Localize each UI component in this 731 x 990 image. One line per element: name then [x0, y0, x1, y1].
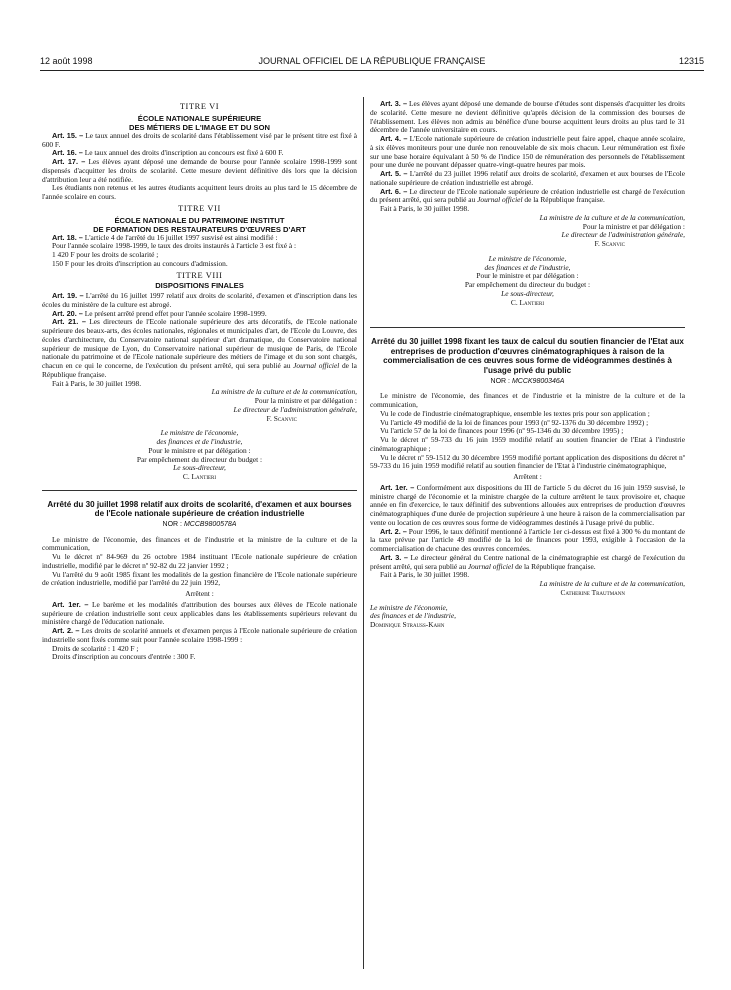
decree-separator: [370, 327, 685, 328]
article-20: Art. 20. – Le présent arrêté prend effet pour l'année scolaire 1998-1999.: [52, 308, 267, 318]
article-18: Art. 18. – L'article 4 de l'arrêté du 16 juillet 1997 susvisé est ainsi modifié :: [52, 232, 278, 242]
header-rule: [40, 70, 704, 71]
decree-visa-3: Vu l'article 57 de la loi de finances pour 1996 (nº 95-1346 du 30 décembre 1995) ;: [380, 426, 624, 436]
signing-date: Fait à Paris, le 30 juillet 1998.: [52, 378, 142, 388]
titre-vi-school-line1: ÉCOLE NATIONALE SUPÉRIEURE: [137, 113, 262, 123]
signing-date: Fait à Paris, le 30 juillet 1998.: [380, 204, 470, 213]
cosignatory-title-line1: Le ministre de l'économie,: [488, 253, 567, 263]
article-3: Art. 3. – Les élèves ayant déposé une demande de bourse d'études sont dispensés d'acquitter les droits de scolarité. Cette mesure ne devient définitive qu'après décision de la commission des bourses de l'établissement. Les élèves non admis au bénéfice d'une bourse acquittent leurs droits au plus tard le 31 décembre de l'année universitaire en cours.: [370, 99, 685, 135]
titre-vi-heading: TITRE VI: [179, 102, 220, 111]
article-15: Art. 15. – Le taux annuel des droits de scolarité dans l'établissement visé par le présent titre est fixé à 600 F.: [42, 130, 357, 149]
decree-title: Arrêté du 30 juillet 1998 relatif aux droits de scolarité, d'examen et aux bourses de l'Ecole nationale supérieure de création industrielle: [47, 499, 352, 519]
decree-article-2: Art. 2. – Pour 1996, le taux définitif mentionné à l'article 1er ci-dessus est fixé à 300 % du montant de la taxe prévue par l'article 49 modifié de la loi de finances pour 1993, exigible à l'occasion de la commercialisation de chacune des œuvres concernées.: [370, 526, 685, 554]
decree-signatory-title: La ministre de la culture et de la communication,: [539, 579, 685, 589]
article-16: Art. 16. – Le taux annuel des droits d'inscription au concours est fixé à 600 F.: [52, 148, 284, 158]
decree-article-3: Art. 3. – Le directeur général du Centre national de la cinématographie est chargé de l'exécution du présent arrêté, qui sera publié au Journal officiel de la République française.: [370, 552, 685, 571]
cosignatory-title-line2: des finances et de l'industrie,: [156, 437, 243, 446]
decree-nor: NOR : MCCK9800346A: [490, 377, 565, 385]
column-divider: [363, 97, 364, 969]
decree-article-2-concours: Droits d'inscription au concours d'entrée : 300 F.: [52, 652, 196, 662]
signatory-function: Le directeur de l'administration générale,: [561, 230, 685, 240]
decree-preamble: Le ministre de l'économie, des finances et de l'industrie et la ministre de la culture et de la communication,: [370, 391, 685, 410]
article-5: Art. 5. – L'arrêté du 23 juillet 1996 relatif aux droits de scolarité, d'examen et aux bourses de l'Ecole nationale supérieure de création industrielle est abrogé.: [370, 169, 686, 187]
decree-visa-1: Vu le code de l'industrie cinématographique, ensemble les textes pris pour son application ;: [380, 408, 650, 418]
cosignatory-delegation: Pour le ministre et par délégation :: [148, 445, 251, 455]
left-column: [42, 100, 357, 662]
page-header: [40, 56, 704, 70]
header-page-number: 12315: [678, 56, 704, 66]
decree-article-2-scolarite: Droits de scolarité : 1 420 F ;: [52, 643, 139, 653]
decree-article-2: Art. 2. – Les droits de scolarité annuels et d'examen perçus à l'Ecole nationale supérieure de création industrielle sont fixés comme suit pour l'année scolaire 1998-1999 :: [42, 626, 357, 644]
decree-signatory-name: Catherine Trautmann: [560, 587, 625, 597]
decree-title: Arrêté du 30 juillet 1998 fixant les taux de calcul du soutien financier de l'Etat aux entreprises de production d'œuvres cinématographiques à raison de la commercialisation de ces œuvres sous forme de vidéogrammes destinés à l'usage privé du public: [371, 337, 684, 376]
cosignatory-name: C. Lantieri: [510, 297, 545, 307]
cosignatory-function: Le sous-directeur,: [173, 463, 226, 473]
decree-visa-4: Vu le décret nº 59-733 du 16 juin 1959 modifié relatif au soutien financier de l'Etat à l'industrie cinématographique ;: [370, 435, 685, 453]
decree-cosignatory-title-line2: des finances et de l'industrie,: [370, 611, 456, 621]
decree-preamble: Le ministre de l'économie, des finances et de l'industrie et la ministre de la culture et de la communication,: [42, 534, 357, 553]
decree-visa-2: Vu l'arrêté du 9 août 1985 fixant les modalités de la gestion financière de l'Ecole nationale supérieure de création industrielle, modifié par l'arrêté du 22 juin 1992,: [42, 569, 357, 588]
cosignatory-function: Le sous-directeur,: [501, 288, 554, 298]
article-4: Art. 4. – L'Ecole nationale supérieure de création industrielle peut faire appel, chaque année scolaire, à six élèves moniteurs pour une durée non renouvelable de six mois chacun. Leur rémunération est fixée sur une base horaire équivalant à 50 % de l'indice 150 de rémunération des personnels de l'établissement pour une durée ne pouvant dépasser quatre-vingt-quatre heures par mois.: [370, 134, 685, 170]
article-18-line-scolarite: 1 420 F pour les droits de scolarité ;: [52, 250, 159, 259]
signatory-name: F. Scanvic: [266, 413, 297, 423]
decree-visa-2: Vu l'article 49 modifié de la loi de finances pour 1993 (nº 92-1376 du 30 décembre 1992) ;: [380, 417, 649, 427]
article-21: Art. 21. – Les directeurs de l'Ecole nationale supérieure des arts décoratifs, de l'Ecole nationale supérieure des beaux-arts, des écoles nationales, régionales et municipales d'art, de l'Ecole du Louvre, des écoles d'architecture, du Conservatoire national supérieur d'art dramatique, du Conservatoire national supérieur de musique de Lyon, du Conservatoire national supérieur de musique de Paris, de l'Ecole nationale du patrimoine et de l'Ecole nationale supérieure des métiers de l'image et du son sont chargés, chacun en ce qui le concerne, de l'exécution du présent arrêté, qui sera publié au Journal officiel de la République française.: [42, 317, 357, 379]
signatory-name: F. Scanvic: [594, 239, 625, 248]
decree-arretent: Arrêtent :: [185, 589, 214, 599]
decree-nor: NOR : MCCB9800578A: [162, 520, 237, 528]
right-column: [370, 100, 685, 630]
article-17: Art. 17. – Les élèves ayant déposé une demande de bourse pour l'année scolaire 1998-1999 sont dispensés d'acquitter les droits de scolarité. Cette mesure devient définitive dès lors que la décision d'attribution leur a été notifiée.: [42, 157, 357, 184]
titre-viii-subheading: DISPOSITIONS FINALES: [155, 281, 244, 291]
cosignatory-empechement: Par empêchement du directeur du budget :: [136, 454, 263, 464]
cosignatory-empechement: Par empêchement du directeur du budget :: [464, 280, 591, 289]
article-17-paragraph: Les étudiants non retenus et les autres étudiants acquittent leurs droits au plus tard le 15 décembre de l'année scolaire en cours.: [42, 183, 357, 201]
decree-visa-5: Vu le décret nº 59-1512 du 30 décembre 1959 modifié portant application des dispositions du décret nº 59-733 du 16 juin 1959 modifié relatif au soutien financier de l'Etat à l'industrie cinématographique,: [370, 452, 685, 471]
titre-vi-school-line2: DES MÉTIERS DE L'IMAGE ET DU SON: [128, 122, 271, 132]
signatory-function: Le directeur de l'administration générale,: [233, 404, 357, 414]
signatory-delegation: Pour la ministre et par délégation :: [582, 221, 685, 231]
titre-vii-heading: TITRE VII: [178, 203, 221, 213]
signatory-delegation: Pour la ministre et par délégation :: [254, 396, 357, 405]
titre-viii-heading: TITRE VIII: [176, 270, 223, 280]
signatory-title: La ministre de la culture et de la communication,: [211, 387, 357, 397]
article-18-line-concours: 150 F pour les droits d'inscription au concours d'admission.: [52, 258, 228, 268]
header-date: 12 août 1998: [40, 56, 93, 66]
cosignatory-name: C. Lantieri: [182, 472, 217, 481]
decree-article-1: Art. 1er. – Le barème et les modalités d'attribution des bourses aux élèves de l'Ecole nationale supérieure de création industrielle sont ceux applicables dans les établissements supérieurs relevant du ministère chargé de l'éducation nationale.: [42, 599, 357, 627]
titre-vii-school-line1: ÉCOLE NATIONALE DU PATRIMOINE INSTITUT: [114, 215, 285, 225]
decree-signing-date: Fait à Paris, le 30 juillet 1998.: [380, 570, 470, 580]
signatory-title: La ministre de la culture et de la communication,: [539, 212, 685, 222]
cosignatory-delegation: Pour le ministre et par délégation :: [476, 271, 579, 281]
decree-separator: [42, 490, 357, 491]
article-19: Art. 19. – L'arrêté du 16 juillet 1997 relatif aux droits de scolarité, d'examen et d'inscription dans les écoles du ministère de la culture est abrogé.: [42, 291, 357, 309]
cosignatory-title-line2: des finances et de l'industrie,: [484, 262, 571, 272]
header-journal-title: JOURNAL OFFICIEL DE LA RÉPUBLIQUE FRANÇAISE: [258, 56, 486, 66]
decree-article-1: Art. 1er. – Conformément aux dispositions du III de l'article 5 du décret du 16 juin 1959 susvisé, le ministre chargé de l'économie et la ministre chargée de la culture arrêtent le taux provisoire et, chaque année en fin d'exercice, le taux définitif des subventions allouées aux entreprises de production d'œuvres cinématographiques d'une durée de projection supérieure à une heure à raison de la commercialisation par vente ou location de ces œuvres sous forme de vidéogrammes destinés à l'usage privé du public.: [370, 482, 685, 527]
decree-cosignatory-name: Dominique Strauss-Kahn: [370, 620, 445, 630]
article-6: Art. 6. – Le directeur de l'Ecole nationale supérieure de création industrielle est chargé de l'exécution du présent arrêté, qui sera publié au Journal officiel de la République française.: [370, 186, 685, 205]
decree-visa-1: Vu le décret nº 84-969 du 26 octobre 1984 instituant l'Ecole nationale supérieure de création industrielle, modifié par le décret nº 92-82 du 22 janvier 1992 ;: [42, 552, 357, 570]
decree-arretent: Arrêtent :: [513, 472, 542, 482]
article-18-paragraph: Pour l'année scolaire 1998-1999, le taux des droits instaurés à l'article 3 est fixé à :: [52, 241, 297, 251]
cosignatory-title-line1: Le ministre de l'économie,: [160, 428, 239, 438]
decree-cosignatory-title-line1: Le ministre de l'économie,: [370, 602, 448, 612]
titre-vii-school-line2: DE FORMATION DES RESTAURATEURS D'ŒUVRES D'ART: [93, 224, 306, 234]
